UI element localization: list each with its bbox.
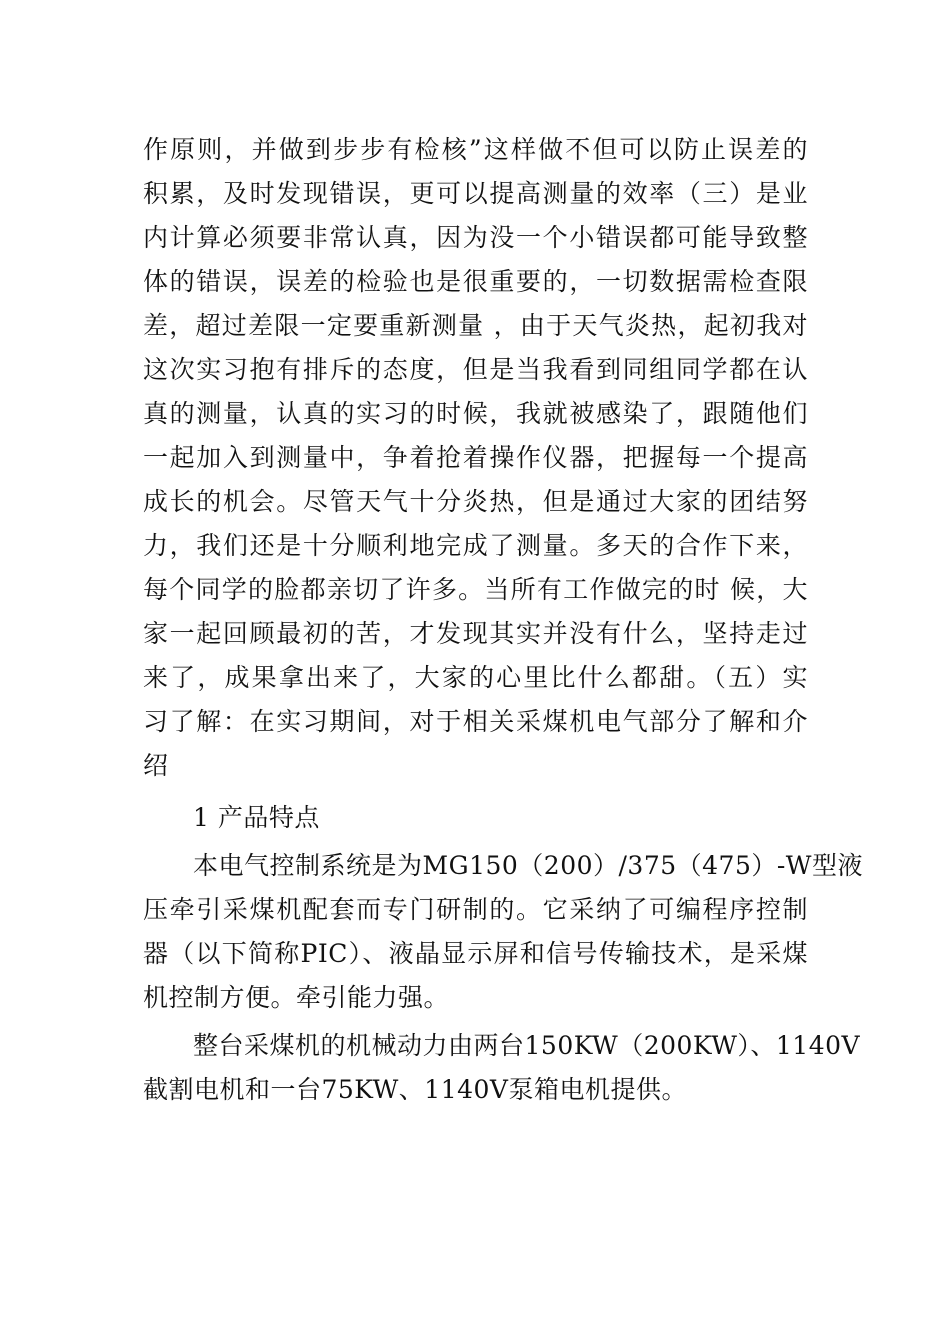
text-line: 体的错误，误差的检验也是很重要的，一切数据需检查限	[143, 267, 808, 296]
text-line: 机控制方便。牵引能力强。	[143, 983, 450, 1012]
text-line: 来了，成果拿出来了，大家的心里比什么都甜。（五）实	[143, 663, 808, 692]
text-line: 器（以下简称PIC）、液晶显示屏和信号传输技术，是采煤	[143, 939, 808, 968]
text-line: 习了解：在实习期间，对于相关采煤机电气部分了解和介	[143, 707, 808, 736]
text-line: 这次实习抱有排斥的态度，但是当我看到同组同学都在认	[143, 355, 808, 384]
section-heading: 1 产品特点	[193, 803, 320, 832]
paragraph-power-source	[143, 1024, 861, 1112]
text-line: 内计算必须要非常认真，因为没一个小错误都可能导致整	[143, 223, 808, 252]
text-line: 力，我们还是十分顺利地完成了测量。多天的合作下来，	[143, 531, 808, 560]
text-line: 整台采煤机的机械动力由两台150KW（200KW）、1140V	[193, 1031, 861, 1060]
text-line: 家一起回顾最初的苦，才发现其实并没有什么，坚持走过	[143, 619, 808, 648]
document-body	[143, 128, 864, 1112]
paragraph-practice-reflection	[143, 128, 808, 788]
text-line: 真的测量，认真的实习的时候，我就被感染了，跟随他们	[143, 399, 808, 428]
text-line: 截割电机和一台75KW、1140V泵箱电机提供。	[143, 1075, 687, 1104]
text-line: 每个同学的脸都亲切了许多。当所有工作做完的时 候，大	[143, 575, 808, 604]
text-line: 一起加入到测量中，争着抢着操作仪器，把握每一个提高	[143, 443, 808, 472]
text-line: 作原则，并做到步步有检核”这样做不但可以防止误差的	[143, 135, 808, 164]
paragraph-system-intro	[143, 844, 864, 1020]
text-line: 本电气控制系统是为MG150（200）/375（475）-W型液	[193, 851, 864, 880]
text-line: 成长的机会。尽管天气十分炎热，但是通过大家的团结努	[143, 487, 808, 516]
text-line: 压牵引采煤机配套而专门研制的。它采纳了可编程序控制	[143, 895, 808, 924]
text-line: 绍	[143, 751, 169, 780]
text-line: 差，超过差限一定要重新测量 ，由于天气炎热，起初我对	[143, 311, 808, 340]
text-line: 积累，及时发现错误，更可以提高测量的效率（三）是业	[143, 179, 808, 208]
